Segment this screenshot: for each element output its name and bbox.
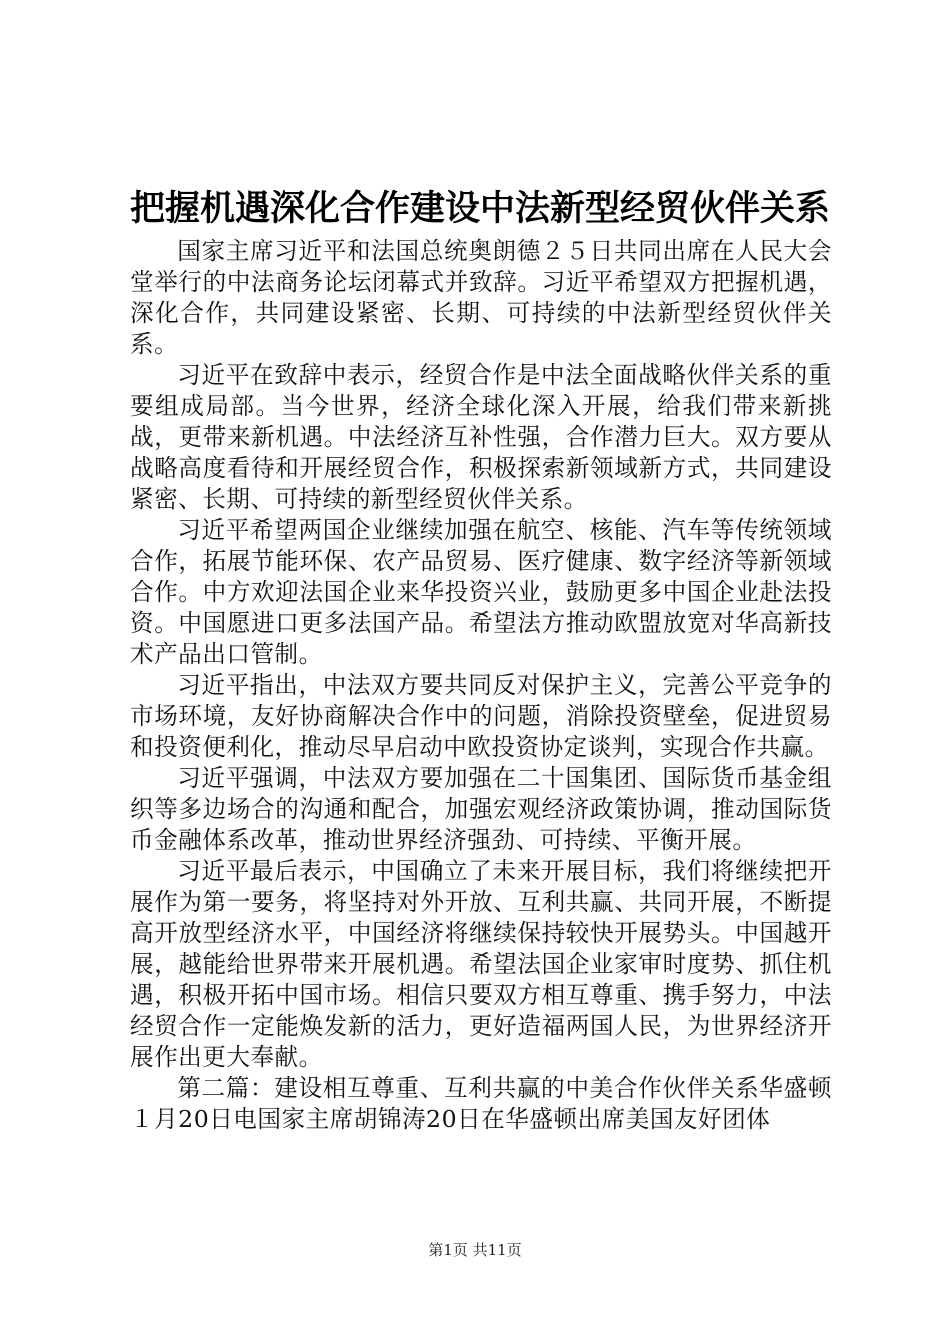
- paragraph: 习近平指出，中法双方要共同反对保护主义，完善公平竞争的市场环境，友好协商解决合作中的问题，消除投资壁垒，促进贸易和投资便利化，推动尽早启动中欧投资协定谈判，实现合作共赢。: [130, 671, 832, 761]
- document-body: [130, 236, 832, 1135]
- paragraph: 习近平强调，中法双方要加强在二十国集团、国际货币基金组织等多边场合的沟通和配合，加强宏观经济政策协调，推动国际货币金融体系改革，推动世界经济强劲、可持续、平衡开展。: [130, 764, 832, 854]
- paragraph: 习近平最后表示，中国确立了未来开展目标，我们将继续把开展作为第一要务，将坚持对外开放、互利共赢、共同开展，不断提高开放型经济水平，中国经济将继续保持较快开展势头。中国越开展，越能给世界带来开展机遇。希望法国企业家审时度势、抓住机遇，积极开拓中国市场。相信只要双方相互尊重、携手努力，中法经贸合作一定能焕发新的活力，更好造福两国人民，为世界经济开展作出更大奉献。: [130, 857, 832, 1071]
- paragraph: 第二篇：建设相互尊重、互利共赢的中美合作伙伴关系华盛顿１月20日电国家主席胡锦涛20日在华盛顿出席美国友好团体: [130, 1074, 832, 1133]
- document-title: 把握机遇深化合作建设中法新型经贸伙伴关系: [129, 189, 830, 229]
- paragraph: 习近平希望两国企业继续加强在航空、核能、汽车等传统领域合作，拓展节能环保、农产品贸易、医疗健康、数字经济等新领域合作。中方欢迎法国企业来华投资兴业，鼓励更多中国企业赴法投资。中国愿进口更多法国产品。希望法方推动欧盟放宽对华高新技术产品出口管制。: [130, 516, 832, 668]
- paragraph: 习近平在致辞中表示，经贸合作是中法全面战略伙伴关系的重要组成局部。当今世界，经济全球化深入开展，给我们带来新挑战，更带来新机遇。中法经济互补性强，合作潜力巨大。双方要从战略高度看待和开展经贸合作，积极探索新领域新方式，共同建设紧密、长期、可持续的新型经贸伙伴关系。: [130, 361, 832, 513]
- paragraph: 国家主席习近平和法国总统奥朗德２５日共同出席在人民大会堂举行的中法商务论坛闭幕式并致辞。习近平希望双方把握机遇，深化合作，共同建设紧密、长期、可持续的中法新型经贸伙伴关系。: [130, 237, 832, 358]
- page-number-footer: 第1页 共11页: [428, 1241, 522, 1259]
